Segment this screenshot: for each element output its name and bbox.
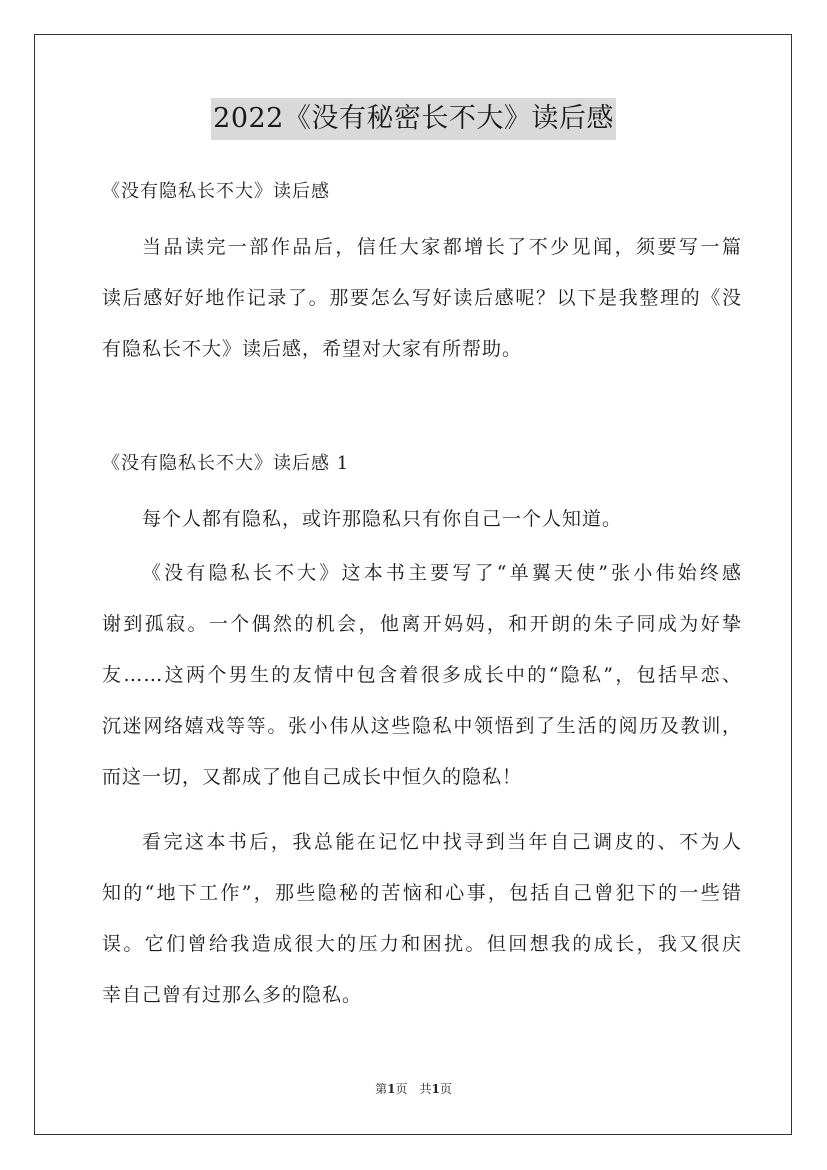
paragraph-1-line-1: 每个人都有隐私，或许那隐私只有你自己一个人知道。 (142, 508, 623, 530)
document-subtitle: 《没有隐私长不大》读后感 (102, 181, 330, 202)
paragraph-2-line-2: 谢到孤寂。一个偶然的机会，他离开妈妈，和开朗的朱子同成为好挚 (102, 613, 742, 635)
paragraph-2 (102, 548, 742, 803)
paragraph-3-line-3: 误。它们曾给我造成很大的压力和困扰。但回想我的成长，我又很庆 (102, 933, 742, 955)
paragraph-2-line-1: 《没有隐私长不大》这本书主要写了“单翼天使”张小伟始终感 (142, 562, 742, 584)
paragraph-2-line-5: 而这一切，又都成了他自己成长中恒久的隐私！ (102, 766, 523, 788)
section-heading: 《没有隐私长不大》读后感 1 (102, 453, 350, 474)
footer-page-prefix: 第 (375, 1082, 388, 1096)
title-container (0, 98, 827, 140)
document-title: 2022《没有秘密长不大》读后感 (211, 98, 616, 140)
footer-page-suffix: 页 (439, 1082, 452, 1096)
paragraph-3-line-1: 看完这本书后，我总能在记忆中找寻到当年自己调皮的、不为人 (142, 831, 742, 853)
paragraph-3-line-4: 幸自己曾有过那么多的隐私。 (102, 984, 363, 1006)
intro-line-3: 有隐私长不大》读后感，希望对大家有所帮助。 (102, 338, 523, 360)
paragraph-2-line-3: 友……这两个男生的友情中包含着很多成长中的“隐私”，包括早恋、 (102, 664, 742, 686)
page-footer (0, 1080, 827, 1098)
intro-line-2: 读后感好好地作记录了。那要怎么写好读后感呢？以下是我整理的《没 (102, 287, 742, 309)
paragraph-1 (102, 494, 742, 545)
paragraph-3 (102, 817, 742, 1021)
footer-page-mid: 页 共 (395, 1082, 432, 1096)
paragraph-3-line-2: 知的“地下工作”，那些隐秘的苦恼和心事，包括自己曾犯下的一些错 (102, 882, 742, 904)
intro-paragraph (102, 222, 742, 375)
intro-line-1: 当品读完一部作品后，信任大家都增长了不少见闻，须要写一篇 (142, 236, 742, 258)
footer-page-current: 1 (387, 1082, 396, 1096)
paragraph-2-line-4: 沉迷网络嬉戏等等。张小伟从这些隐私中领悟到了生活的阅历及教训， (102, 715, 742, 737)
footer-page-total: 1 (431, 1082, 440, 1096)
